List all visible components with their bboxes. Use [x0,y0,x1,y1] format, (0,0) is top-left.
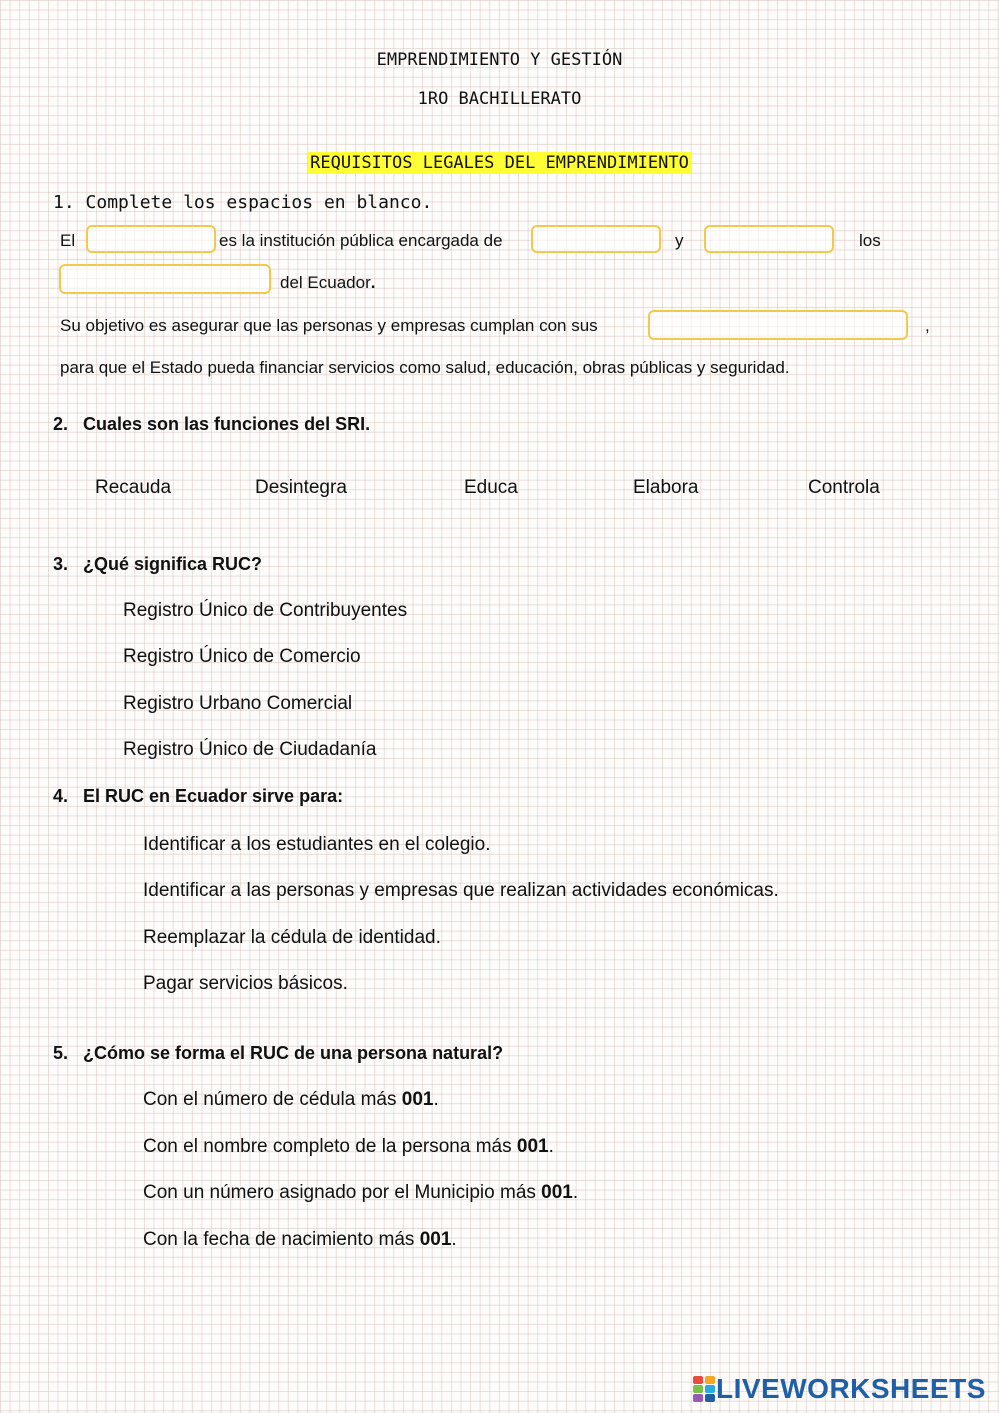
q2-prompt: Cuales son las funciones del SRI. [83,414,371,434]
q5-option-4[interactable] [143,1229,457,1251]
q5-option-1-end: . [433,1089,439,1110]
q5-option-1[interactable] [143,1089,439,1111]
q2-option-controla[interactable]: Controla [808,477,880,498]
grade-title: 1RO BACHILLERATO [417,89,582,109]
q2-heading [53,414,370,435]
q5-option-2-suffix: 001 [516,1136,549,1157]
q4-heading [53,786,343,807]
q2-option-recauda[interactable]: Recauda [95,477,172,498]
q1-line4-text: para que el Estado pueda financiar servicios como salud, educación, obras públicas y seguridad. [60,358,790,377]
q2-number: 2. [53,414,69,434]
q3-prompt: ¿Qué significa RUC? [83,554,263,574]
page-title-text: REQUISITOS LEGALES DEL EMPRENDIMIENTO [310,153,689,173]
q5-option-1-suffix: 001 [401,1089,434,1110]
blank-1-input[interactable] [86,225,216,253]
q5-prompt: ¿Cómo se forma el RUC de una persona natural? [83,1043,504,1063]
liveworksheets-logo-icon [692,1375,716,1403]
q1-line1-text4: los [859,231,881,250]
subject-title: EMPRENDIMIENTO Y GESTIÓN [376,50,623,70]
q5-option-4-text: Con la fecha de nacimiento más [143,1229,420,1250]
q5-option-3[interactable] [143,1182,578,1204]
q2-option-educa[interactable]: Educa [464,477,518,498]
blank-2-input[interactable] [531,225,661,253]
q5-option-1-text: Con el número de cédula más [143,1089,402,1110]
q5-option-2[interactable] [143,1136,554,1158]
q2-option-elabora[interactable]: Elabora [633,477,699,498]
q5-option-3-suffix: 001 [541,1182,573,1203]
page-title [0,153,999,173]
liveworksheets-logo [692,1374,986,1404]
q1-heading [53,192,432,213]
q5-option-3-end: . [572,1182,579,1203]
q3-option-2[interactable]: Registro Único de Comercio [123,646,361,667]
q1-line1-text1: El [60,231,76,250]
q1-prompt: Complete los espacios en blanco. [85,192,433,213]
q3-number: 3. [53,554,69,574]
q3-option-3[interactable]: Registro Urbano Comercial [123,693,353,714]
q5-option-3-text: Con un número asignado por el Municipio más [143,1182,542,1203]
q3-option-1[interactable]: Registro Único de Contribuyentes [123,600,408,621]
q1-line2-text1: del Ecuador [280,273,371,292]
blank-3-input[interactable] [704,225,834,253]
q1-line2-period: . [370,273,376,292]
q1-line3-comma: , [925,316,930,335]
blank-4-input[interactable] [59,264,271,294]
q4-option-1[interactable]: Identificar a los estudiantes en el colegio. [143,834,491,855]
q1-number: 1. [53,192,75,213]
q1-line3-text1: Su objetivo es asegurar que las personas y empresas cumplan con sus [60,316,598,335]
q1-line1-text3: y [675,231,684,250]
q5-option-4-end: . [451,1229,457,1250]
q5-option-4-suffix: 001 [419,1229,452,1250]
blank-5-input[interactable] [648,310,908,340]
q4-option-2[interactable]: Identificar a las personas y empresas que realizan actividades económicas. [143,880,779,901]
q5-option-2-end: . [548,1136,554,1157]
q4-option-3[interactable]: Reemplazar la cédula de identidad. [143,927,441,948]
q4-prompt: El RUC en Ecuador sirve para: [83,786,344,806]
q1-line1-text2: es la institución pública encargada de [219,231,503,250]
q5-heading [53,1043,503,1064]
q4-option-4[interactable]: Pagar servicios básicos. [143,973,348,994]
q4-number: 4. [53,786,69,806]
liveworksheets-logo-text: LIVEWORKSHEETS [716,1373,986,1404]
q1-line2-text [280,273,375,293]
q2-option-desintegra[interactable]: Desintegra [255,477,347,498]
q3-option-4[interactable]: Registro Único de Ciudadanía [123,739,377,760]
q3-heading [53,554,262,575]
q5-number: 5. [53,1043,69,1063]
q5-option-2-text: Con el nombre completo de la persona más [143,1136,517,1157]
